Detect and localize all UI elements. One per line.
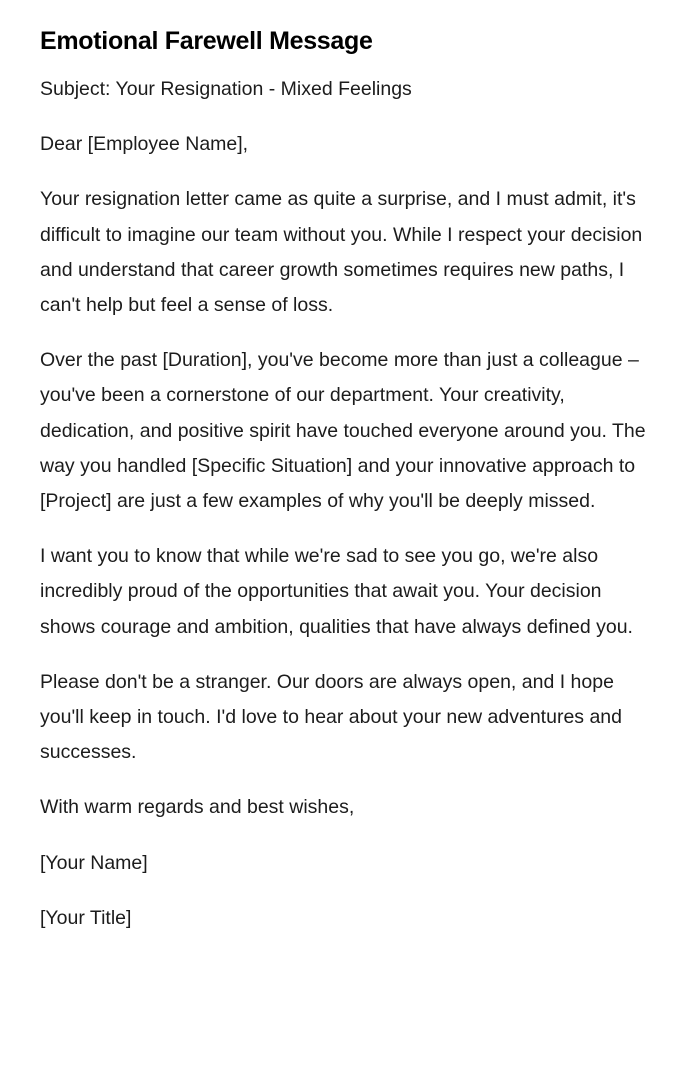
greeting: Dear [Employee Name], — [40, 133, 249, 156]
signature-name: [Your Name] — [40, 851, 148, 874]
body-paragraph: Over the past [Duration], you've become more than just a colleague – you've been a cornerstone of our department. Your creativity, dedication, and positive spirit have touched everyone around you. The way you handled [Specific Situation] and your innovative approach to [Project] are just a few examples of why you'll be deeply missed. — [40, 349, 646, 513]
body-paragraph: I want you to know that while we're sad to see you go, we're also incredibly proud of the opportunities that await you. Your decision shows courage and ambition, qualities that have always defined you. — [40, 545, 633, 638]
body-paragraph: Please don't be a stranger. Our doors are always open, and I hope you'll keep in touch. I'd love to hear about your new adventures and successes. — [40, 670, 622, 764]
subject-line: Subject: Your Resignation - Mixed Feelings — [40, 78, 412, 100]
document-title: Emotional Farewell Message — [40, 27, 373, 55]
body-paragraph: Your resignation letter came as quite a surprise, and I must admit, it's difficult to imagine our team without you. While I respect your decision and understand that career growth sometimes requires new paths, I can't help but feel a sense of loss. — [40, 188, 643, 317]
signature-title: [Your Title] — [40, 906, 132, 929]
closing-line: With warm regards and best wishes, — [40, 796, 355, 819]
